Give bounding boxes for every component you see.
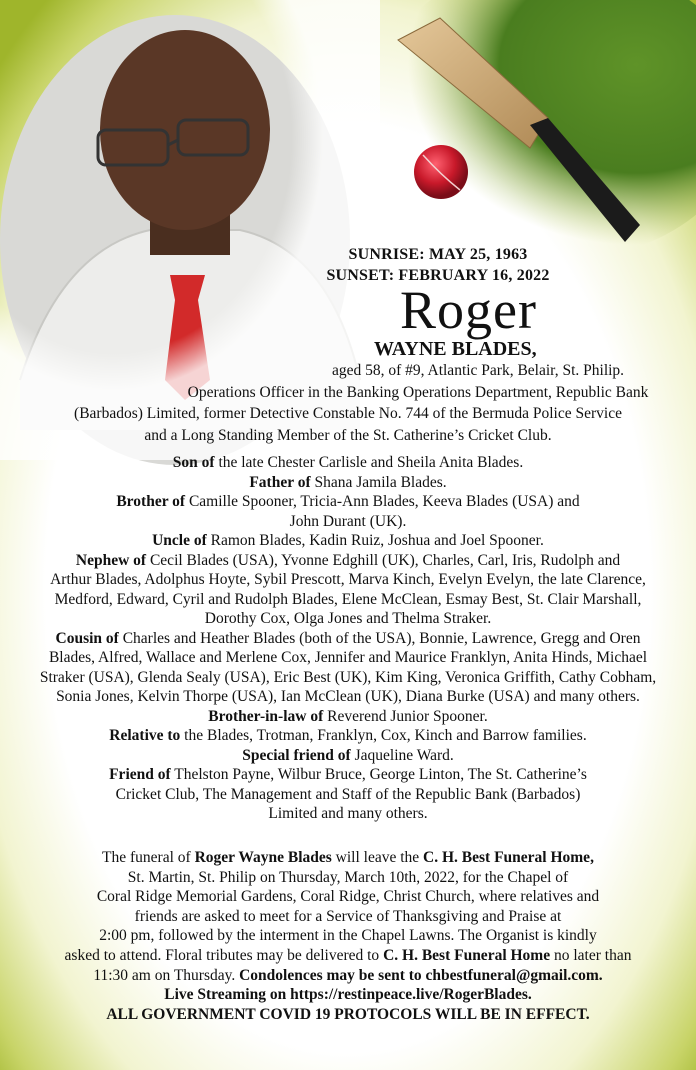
relation-text: John Durant (UK). (289, 512, 407, 530)
relation-text: Blades, Alfred, Wallace and Merlene Cox, Jennifer and Maurice Franklyn, Anita Hinds, Michael (48, 649, 648, 666)
relation-text: Medford, Edward, Cyril and Rudolph Blades, Elene McClean, Esmay Best, St. Clair Marshall, (54, 590, 642, 608)
sunrise-date: SUNRISE: MAY 25, 1963 (348, 246, 528, 263)
funeral-line: asked to attend. Floral tributes may be delivered to C. H. Best Funeral Home no later than (64, 946, 632, 964)
relation-text: Reverend Junior Spooner. (327, 707, 488, 725)
relation-text: Shana Jamila Blades. (314, 473, 447, 491)
middle-last-name: WAYNE BLADES, (374, 338, 537, 360)
first-name: Roger (400, 280, 537, 340)
relation-line (30, 473, 666, 493)
relation-text: Straker (USA), Glenda Sealy (USA), Eric Best (UK), Kim King, Veronica Griffith, Cathy Cobham, (39, 668, 657, 686)
relation-line (30, 687, 666, 707)
sunset-date: SUNSET: FEBRUARY 16, 2022 (326, 267, 550, 284)
relation-line (30, 492, 666, 512)
relation-line (30, 512, 666, 532)
relation-text: Sonia Jones, Kelvin Thorpe (USA), Ian McClean (UK), Diana Burke (USA) and many others. (56, 688, 640, 705)
relation-text: the late Chester Carlisle and Sheila Anita Blades. (218, 454, 524, 471)
funeral-line: 2:00 pm, followed by the interment in the Chapel Lawns. The Organist is kindly (99, 927, 597, 945)
relation-label: Brother-in-law of (208, 707, 324, 725)
relation-line (30, 804, 666, 824)
relation-line (30, 453, 666, 473)
relation-line (30, 629, 666, 649)
relation-text: Camille Spooner, Tricia-Ann Blades, Keeva Blades (USA) and (188, 493, 580, 510)
dates-header (0, 244, 696, 286)
relation-label: Relative to (109, 727, 181, 744)
relations-list (30, 453, 666, 824)
funeral-line: Coral Ridge Memorial Gardens, Coral Ridge, Christ Church, where relatives and (96, 888, 600, 906)
relation-label: Son of (172, 454, 215, 471)
relation-label: Father of (249, 473, 311, 491)
relation-line (30, 648, 666, 668)
intro-age-address: aged 58, of #9, Atlantic Park, Belair, St. Philip. (331, 362, 625, 379)
funeral-line: friends are asked to meet for a Service of Thanksgiving and Praise at (134, 907, 562, 925)
funeral-line: 11:30 am on Thursday. Condolences may be sent to chbestfuneral@gmail.com. (93, 966, 603, 984)
relation-text: Cecil Blades (USA), Yvonne Edghill (UK), Charles, Carl, Iris, Rudolph and (149, 551, 621, 569)
intro-occupation: Operations Officer in the Banking Operations Department, Republic Bank (187, 383, 649, 401)
relation-text: Limited and many others. (268, 805, 428, 822)
funeral-line: St. Martin, St. Philip on Thursday, March 10th, 2022, for the Chapel of (127, 868, 569, 886)
relation-label: Nephew of (75, 551, 147, 569)
relation-line (30, 551, 666, 571)
relation-text: Charles and Heather Blades (both of the USA), Bonnie, Lawrence, Gregg and Oren (122, 629, 641, 647)
relation-line (30, 746, 666, 766)
intro-paragraph (0, 360, 696, 446)
relation-label: Friend of (109, 766, 171, 783)
relation-line (30, 570, 666, 590)
relation-line (30, 707, 666, 727)
live-stream-link[interactable]: Live Streaming on https://restinpeace.live/RogerBlades. (164, 986, 532, 1004)
funeral-notice (30, 848, 666, 1024)
relation-text: Ramon Blades, Kadin Ruiz, Joshua and Joel Spooner. (210, 532, 544, 549)
relation-text: the Blades, Trotman, Franklyn, Cox, Kinch and Barrow families. (184, 727, 587, 744)
relation-label: Special friend of (242, 746, 351, 764)
relation-line (30, 785, 666, 805)
relation-text: Thelston Payne, Wilbur Bruce, George Linton, The St. Catherine’s (174, 766, 587, 783)
covid-protocols-notice: ALL GOVERNMENT COVID 19 PROTOCOLS WILL BE IN EFFECT. (106, 1005, 590, 1023)
relation-text: Arthur Blades, Adolphus Hoyte, Sybil Prescott, Marva Kinch, Evelyn Evelyn, the late Clarence, (50, 571, 646, 588)
funeral-line: The funeral of Roger Wayne Blades will leave the C. H. Best Funeral Home, (102, 849, 594, 866)
intro-club: and a Long Standing Member of the St. Catherine’s Cricket Club. (144, 426, 552, 444)
relation-label: Uncle of (152, 532, 207, 549)
relation-line (30, 765, 666, 785)
relation-line (30, 531, 666, 551)
relation-line (30, 609, 666, 629)
relation-line (30, 726, 666, 746)
intro-bank: (Barbados) Limited, former Detective Constable No. 744 of the Bermuda Police Service (74, 405, 622, 422)
relation-line (30, 668, 666, 688)
relation-line (30, 590, 666, 610)
cricket-ball (414, 145, 468, 199)
condolences-email[interactable]: Condolences may be sent to chbestfuneral@gmail.com. (239, 966, 603, 984)
relation-text: Jaqueline Ward. (354, 746, 454, 764)
relation-text: Cricket Club, The Management and Staff of the Republic Bank (Barbados) (115, 785, 581, 803)
relation-text: Dorothy Cox, Olga Jones and Thelma Straker. (204, 610, 492, 627)
relation-label: Cousin of (55, 629, 119, 647)
relation-label: Brother of (116, 493, 186, 510)
